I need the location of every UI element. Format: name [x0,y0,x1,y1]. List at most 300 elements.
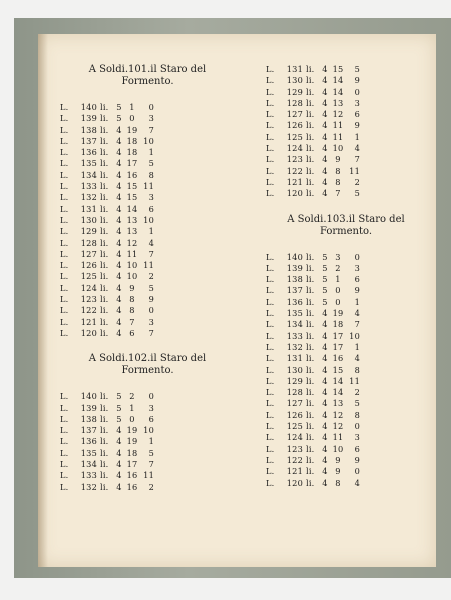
table-cell: 5 [354,188,360,199]
table-cell: li. [306,251,315,262]
table-cell: 11 [143,260,154,271]
table-cell: L. [266,364,275,375]
table-cell: 13 [332,398,344,409]
table-cell: li. [100,305,109,316]
table-cell: li. [306,188,315,199]
table-row [60,260,235,271]
table-cell: 10 [332,143,344,154]
table-cell: li. [100,316,109,327]
table-cell: 2 [335,262,341,273]
table-cell: 130 [80,214,97,225]
table-cell: li. [100,413,109,424]
table-cell: li. [100,248,109,259]
table-cell: 5 [148,282,154,293]
table-row [266,376,426,387]
table-cell: 4 [322,466,328,477]
table-cell: 0 [335,296,341,307]
table-cell: 131 [286,353,303,364]
table-cell: 4 [116,271,122,282]
table-cell: L. [266,319,275,330]
price-table [266,64,426,200]
table-cell: L. [266,409,275,420]
table-cell: li. [100,260,109,271]
table-cell: li. [100,203,109,214]
table-cell: li. [100,436,109,447]
table-cell: 127 [286,398,303,409]
table-cell: 11 [332,432,344,443]
table-cell: li. [100,327,109,338]
table-cell: 4 [116,192,122,203]
table-cell: 4 [354,353,360,364]
table-cell: 122 [286,165,303,176]
table-cell: L. [266,75,275,86]
table-cell: li. [306,64,315,74]
table-cell: 126 [286,120,303,131]
table-row [266,285,426,296]
table-cell: li. [306,454,315,465]
table-row [266,120,426,131]
section-heading-101 [60,64,235,88]
table-row [266,444,426,455]
table-cell: 4 [354,477,360,488]
table-cell: 137 [80,135,97,146]
table-cell: li. [100,181,109,192]
table-cell: L. [60,124,69,135]
table-cell: li. [306,398,315,409]
table-cell: 10 [143,135,154,146]
table-cell: 139 [286,262,303,273]
table-cell: li. [306,375,315,386]
table-cell: 8 [335,165,341,176]
table-cell: 130 [286,364,303,375]
table-cell: 2 [354,176,360,187]
table-cell: 4 [322,432,328,443]
table-cell: L. [266,120,275,131]
table-cell: L. [60,102,69,112]
table-row [266,297,426,308]
table-cell: 0 [148,102,154,112]
heading-line: Formento. [121,365,174,377]
table-cell: 16 [126,169,138,180]
table-cell: 5 [148,158,154,169]
table-cell: L. [60,481,69,492]
table-cell: 11 [143,181,154,192]
table-cell: L. [60,147,69,158]
table-cell: 15 [332,364,344,375]
table-cell: 14 [332,387,344,398]
table-cell: 9 [354,120,360,131]
table-cell: 120 [286,188,303,199]
heading-line: A Soldi.101.il Staro del [88,64,207,75]
table-cell: L. [60,113,69,124]
table-cell: 137 [80,425,97,436]
table-cell: 1 [354,131,360,142]
table-cell: 138 [80,413,97,424]
table-cell: L. [60,316,69,327]
table-cell: 133 [286,330,303,341]
table-cell: 136 [80,436,97,447]
table-cell: 128 [286,97,303,108]
table-cell: 4 [116,294,122,305]
table-cell: 14 [126,203,138,214]
table-cell: 4 [116,316,122,327]
table-cell: 123 [286,154,303,165]
table-cell: 1 [354,296,360,307]
table-cell: L. [266,262,275,273]
table-cell: L. [266,330,275,341]
table-cell: 4 [116,481,122,492]
table-cell: 4 [116,214,122,225]
table-row [60,102,235,113]
table-cell: 5 [116,402,122,413]
table-row [266,98,426,109]
table-cell: li. [306,109,315,120]
table-cell: li. [306,319,315,330]
table-cell: li. [306,364,315,375]
table-cell: 4 [322,330,328,341]
table-cell: 10 [126,271,138,282]
table-cell: 136 [80,147,97,158]
table-cell: 12 [126,237,138,248]
table-row [266,263,426,274]
table-cell: 16 [126,470,138,481]
table-cell: 4 [322,143,328,154]
table-cell: li. [100,192,109,203]
table-cell: 4 [322,353,328,364]
table-cell: 4 [322,421,328,432]
table-cell: li. [306,341,315,352]
table-cell: 4 [322,319,328,330]
table-cell: 6 [148,203,154,214]
table-cell: L. [266,86,275,97]
table-cell: L. [266,97,275,108]
table-cell: 140 [80,391,97,402]
table-row [60,436,235,447]
table-cell: 15 [332,64,344,74]
table-row [60,158,235,169]
table-cell: 5 [354,64,360,74]
table-cell: 140 [286,251,303,262]
table-cell: 9 [335,154,341,165]
table-cell: 0 [354,251,360,262]
table-cell: 125 [286,421,303,432]
table-cell: li. [100,113,109,124]
table-cell: 4 [322,454,328,465]
table-cell: 7 [148,327,154,338]
table-cell: li. [306,330,315,341]
table-cell: 124 [80,282,97,293]
table-cell: 6 [354,443,360,454]
table-cell: 4 [322,308,328,319]
table-row [60,328,235,339]
heading-line: A Soldi.102.il Staro del [88,353,207,365]
table-cell: L. [266,143,275,154]
table-cell: 134 [80,459,97,470]
table-cell: 6 [129,327,135,338]
table-cell: 4 [322,387,328,398]
table-cell: L. [60,413,69,424]
table-cell: 129 [286,86,303,97]
table-cell: L. [60,305,69,316]
table-cell: li. [306,97,315,108]
table-cell: li. [100,169,109,180]
table-cell: 8 [354,409,360,420]
table-cell: L. [266,375,275,386]
table-row [266,478,426,489]
heading-line: Formento. [319,225,373,237]
table-cell: 4 [322,398,328,409]
table-cell: li. [100,402,109,413]
table-cell: L. [266,454,275,465]
table-cell: 124 [286,143,303,154]
table-cell: 9 [129,282,135,293]
table-cell: L. [266,154,275,165]
table-cell: 3 [354,432,360,443]
table-cell: 18 [332,319,344,330]
table-row [60,317,235,328]
table-cell: 4 [322,120,328,131]
table-cell: 4 [116,425,122,436]
table-cell: 13 [126,226,138,237]
table-cell: 3 [148,192,154,203]
table-cell: 14 [332,75,344,86]
table-row [60,204,235,215]
table-cell: 129 [80,226,97,237]
table-row [266,132,426,143]
table-row [266,87,426,98]
table-row [60,181,235,192]
table-cell: 139 [80,402,97,413]
table-row [60,113,235,124]
table-cell: 1 [148,147,154,158]
table-cell: 130 [286,75,303,86]
table-cell: 4 [148,237,154,248]
table-cell: 0 [129,113,135,124]
table-cell: 139 [80,113,97,124]
table-cell: 128 [286,387,303,398]
table-cell: 4 [322,341,328,352]
table-cell: 8 [335,176,341,187]
table-cell: li. [100,425,109,436]
table-cell: 18 [126,147,138,158]
table-cell: 138 [80,124,97,135]
table-cell: 4 [116,305,122,316]
table-cell: 4 [116,158,122,169]
table-cell: L. [60,271,69,282]
table-cell: 15 [126,192,138,203]
table-cell: 5 [116,102,122,112]
table-row [60,147,235,158]
table-cell: 17 [126,459,138,470]
table-cell: 4 [322,176,328,187]
table-cell: li. [100,158,109,169]
table-cell: 125 [80,271,97,282]
table-cell: L. [60,391,69,402]
table-cell: 10 [143,214,154,225]
table-row [60,414,235,425]
table-cell: 4 [322,109,328,120]
table-cell: li. [100,135,109,146]
table-cell: 135 [80,447,97,458]
table-cell: L. [266,466,275,477]
table-cell: 3 [148,316,154,327]
table-row [266,365,426,376]
table-cell: 9 [335,466,341,477]
table-cell: 4 [116,135,122,146]
table-cell: li. [306,421,315,432]
table-cell: 4 [116,436,122,447]
table-cell: L. [60,158,69,169]
table-row [60,283,235,294]
table-cell: 14 [332,375,344,386]
table-cell: 124 [286,432,303,443]
table-cell: li. [100,124,109,135]
table-cell: li. [306,274,315,285]
table-cell: li. [306,443,315,454]
table-row [266,143,426,154]
table-cell: 6 [354,109,360,120]
table-cell: 0 [354,421,360,432]
table-cell: 4 [116,181,122,192]
table-cell: li. [100,447,109,458]
table-row [266,177,426,188]
table-cell: 4 [322,477,328,488]
table-cell: L. [266,308,275,319]
table-cell: L. [60,169,69,180]
table-cell: 9 [354,454,360,465]
table-cell: L. [266,188,275,199]
table-row [266,274,426,285]
table-cell: 140 [80,102,97,112]
table-cell: 4 [116,470,122,481]
table-row [60,391,235,402]
table-cell: 4 [116,282,122,293]
table-row [266,109,426,120]
table-cell: 9 [148,294,154,305]
table-cell: 16 [332,353,344,364]
table-cell: 10 [143,425,154,436]
table-cell: L. [60,203,69,214]
table-cell: 5 [322,251,328,262]
table-cell: li. [306,285,315,296]
table-cell: 4 [116,124,122,135]
section-heading-102 [60,353,235,377]
table-cell: 18 [126,447,138,458]
table-cell: 132 [80,481,97,492]
table-cell: li. [306,308,315,319]
table-row [60,249,235,260]
table-cell: li. [306,353,315,364]
table-cell: 5 [322,285,328,296]
table-cell: li. [100,226,109,237]
table-cell: 120 [286,477,303,488]
table-cell: 3 [335,251,341,262]
price-table [60,102,235,339]
table-row [60,459,235,470]
table-row [266,252,426,263]
table-cell: 7 [335,188,341,199]
table-cell: L. [266,353,275,364]
table-cell: li. [100,391,109,402]
table-cell: 121 [80,316,97,327]
table-cell: 4 [116,237,122,248]
table-cell: L. [60,260,69,271]
table-cell: 1 [129,402,135,413]
table-cell: 18 [126,135,138,146]
table-cell: 4 [116,260,122,271]
table-cell: 129 [286,375,303,386]
table-cell: L. [60,425,69,436]
table-cell: 19 [126,425,138,436]
table-cell: 8 [129,294,135,305]
table-cell: 7 [148,459,154,470]
table-cell: 4 [322,409,328,420]
table-cell: li. [306,262,315,273]
table-cell: L. [266,398,275,409]
table-cell: 120 [80,327,97,338]
table-cell: 4 [322,165,328,176]
table-cell: L. [266,341,275,352]
page-gutter-shadow [38,34,48,567]
table-cell: 17 [126,158,138,169]
table-cell: 4 [322,154,328,165]
table-cell: 6 [354,274,360,285]
table-cell: 9 [354,75,360,86]
table-cell: li. [306,466,315,477]
table-cell: 19 [332,308,344,319]
table-cell: 5 [148,447,154,458]
table-cell: 4 [322,188,328,199]
table-cell: 4 [116,327,122,338]
table-row [266,342,426,353]
table-cell: li. [306,86,315,97]
table-cell: 13 [126,214,138,225]
table-cell: 4 [116,226,122,237]
table-cell: L. [60,226,69,237]
heading-line: A Soldi.103.il Staro del [287,213,405,225]
table-cell: L. [60,459,69,470]
table-cell: 126 [286,409,303,420]
table-cell: 3 [148,402,154,413]
table-row [60,125,235,136]
table-cell: 123 [80,294,97,305]
table-cell: 7 [354,154,360,165]
table-cell: 4 [322,75,328,86]
table-row [60,271,235,282]
table-cell: 4 [354,143,360,154]
table-cell: 3 [354,97,360,108]
table-cell: 1 [148,226,154,237]
table-cell: 128 [80,237,97,248]
table-cell: li. [306,120,315,131]
table-cell: 8 [354,364,360,375]
table-cell: 14 [332,86,344,97]
table-cell: li. [306,131,315,142]
table-row [266,75,426,86]
table-cell: 0 [148,305,154,316]
table-cell: 7 [148,248,154,259]
table-cell: L. [266,274,275,285]
table-row [60,226,235,237]
table-cell: L. [266,296,275,307]
table-cell: L. [60,282,69,293]
table-cell: 126 [80,260,97,271]
table-cell: L. [60,135,69,146]
table-row [60,170,235,181]
table-cell: 10 [349,330,360,341]
table-cell: 4 [322,443,328,454]
table-cell: 125 [286,131,303,142]
